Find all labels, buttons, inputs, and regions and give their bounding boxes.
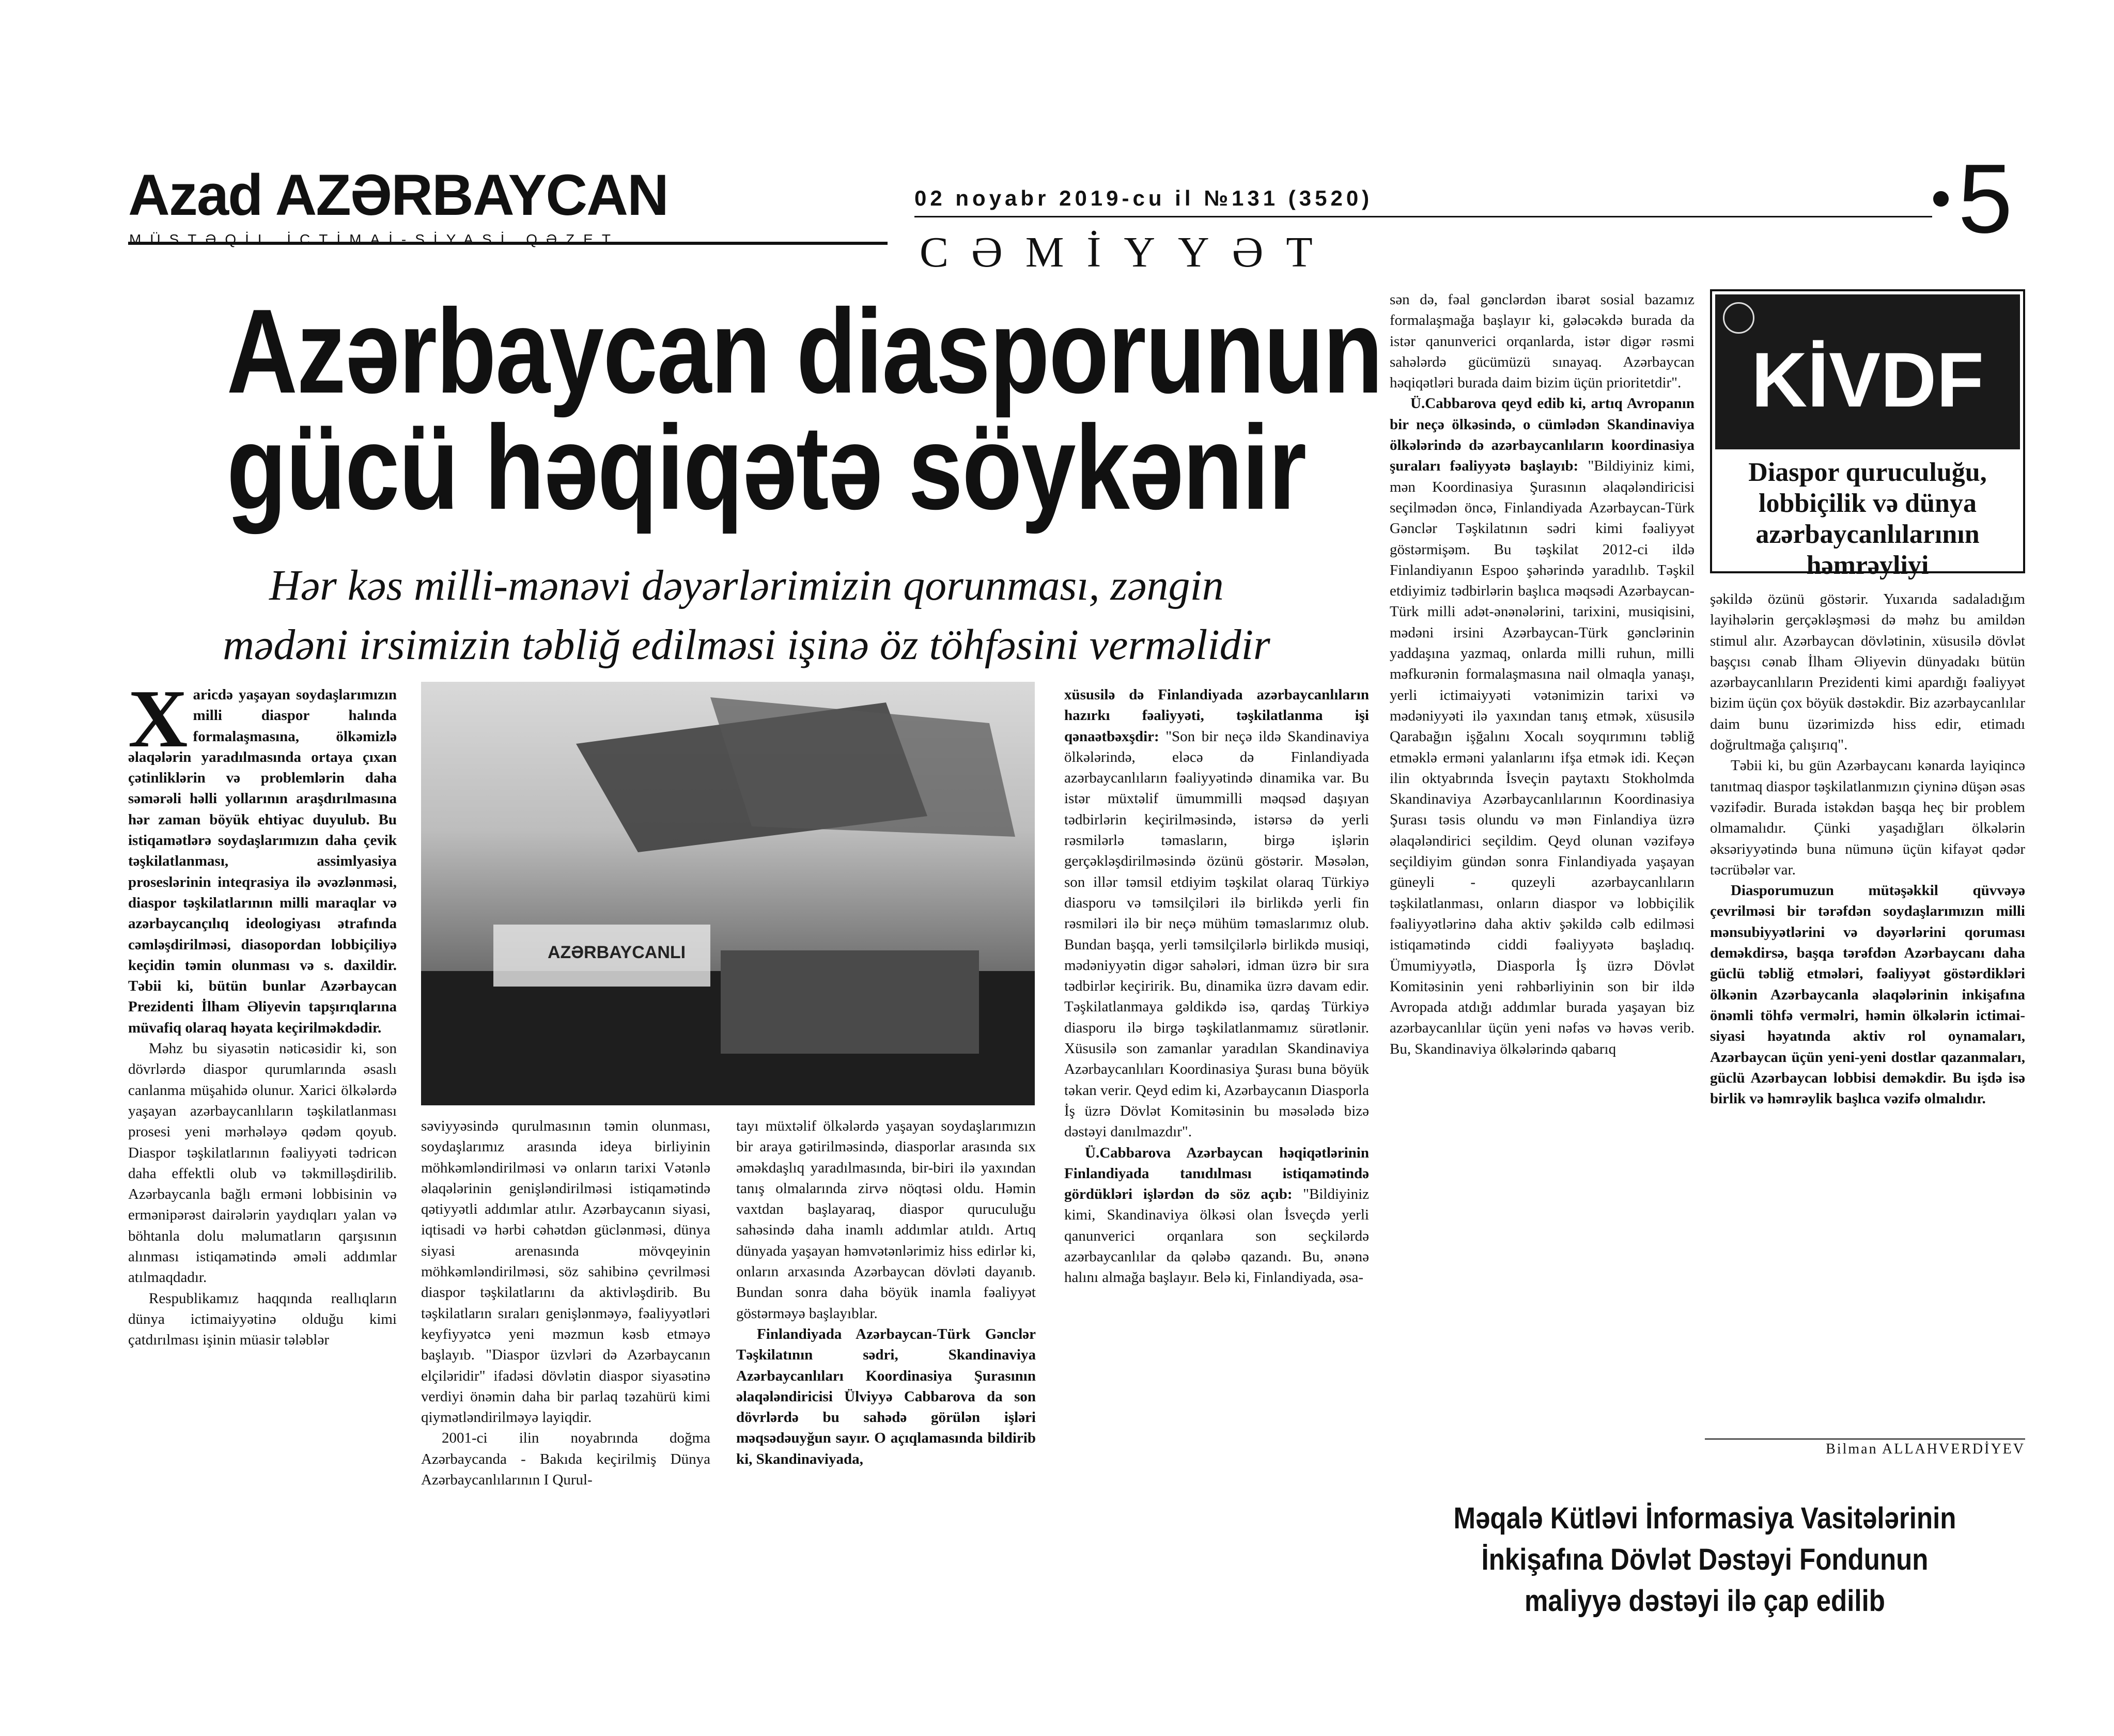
dateline-rule <box>914 216 1932 217</box>
article-photo <box>421 682 1035 1105</box>
kivdf-caption: Diaspor quruculuğu, lobbiçilik və dünya azərbaycanlılarının həmrəyliyi <box>1748 458 1987 580</box>
newspaper-subtitle: MÜSTƏQİL İCTİMAİ-SİYASİ QƏZET <box>129 231 619 247</box>
section-title: CƏMİYYƏT <box>920 228 1335 276</box>
article-paragraph: tayı müxtəlif ölkələrdə yaşayan soydaşlarımızın bir araya gətirilməsində, diasporlar arasında sıx əməkdaşlıq yaradılmasında, bir-biri ilə yaxından tanış olmalarında zirvə nöqtəsi oldu. Həmin vaxtdan başlayaraq, diaspor quruculuğu sahəsində daha inamlı addımlar atıldı. Artıq dünyada yaşayan həmvətənlərimiz hiss edirlər ki, onların arxasında Azərbaycan dövləti dayanıb. Bundan sonra daha böyük inamla fəaliyyət göstərməyə başlayıblar. <box>736 1118 1036 1322</box>
headline-line-1: Azərbaycan diasporunun <box>226 285 1382 418</box>
article-quote: "Bildiyiniz kimi, Skandinaviya ölkəsi olan İsveçdə yerli qanunverici orqanlara son seçkilərdə azərbaycanlılar da qələbə qazandı. Bu, ənənə halını almağa başlayır. Belə ki, Finlandiyada, əsa- <box>1064 1186 1369 1286</box>
article-column-5 <box>1390 289 1695 1059</box>
flag-shape <box>710 697 1015 837</box>
article-paragraph-bold: Finlandiyada Azərbaycan-Türk Gənclər Təşkilatının sədri, Skandinaviya Azərbaycanlıları Koordinasiya Şurasının əlaqələndiricisi Ülviyyə Cabbarova da son dövrlərdə bu sahədə görülən işləri məqsədəuyğun sayır. O açıqlamasında bildirib ki, Skandinaviyada, <box>736 1325 1036 1467</box>
rally-photo-illustration <box>421 682 1035 1105</box>
article-quote: "Son bir neçə ildə Skandinaviya ölkələrində, eləcə də Finlandiyada azərbaycanlıların fəaliyyətində dinamika var. Bu istər müxtəlif ümummilli məqsəd daşıyan tədbirlərin keçirilməsində, istərsə də yerli rəsmilərlə təmasların, birgə işlərin gerçəkləşdirilməsində özünü göstərir. Məsələn, son illər təmsil etdiyim təşkilat olaraq Türkiyə diasporu və təmsilçiləri ilə birlikdə yerli fin rəsmiləri ilə bir neçə mühüm təmaslarımız olub. Bundan başqa, yerli təmsilçilərlə birlikdə musiqi, mədəniyyətin digər sahələri, idman üzrə bir sıra tədbirlər keçiririk. Bu, dinamika üzrə davam edir. Təşkilatlanmaya gəldikdə isə, qardaş Türkiyə diasporu ilə birgə təşkilatlanmamız sürətlənir. Xüsusilə son zamanlar yaradılan Skandinaviya Azərbaycanlıları Koordinasiya Şurası buna böyük təkan verir. Qeyd edim ki, Azərbaycanın Diasporla İş üzrə Dövlət Komitəsinin bu məsələdə bizə dəstəyi danılmazdır". <box>1064 728 1370 1140</box>
funding-note-line: İnkişafına Dövlət Dəstəyi Fondunun <box>1481 1543 1929 1576</box>
article-column-4 <box>1064 684 1369 1288</box>
kivdf-title: KİVDF <box>1751 336 1984 423</box>
banner-shape <box>721 950 979 1054</box>
article-paragraph-bold: Diasporumuzun mütəşəkkil qüvvəyə çevrilməsi bir tərəfdən soydaşlarımızın milli mənsubiyyətlərini və dəyərlərini qoruması deməkdirsə, başqa tərəfdən Azərbaycanı daha güclü təbliğ etmələri, fəaliyyət göstərdikləri ölkənin Azərbaycanla əlaqələrinin inkişafına önəmli töhfə verməlri, həmin ölkələrin ictimai-siyasi həyatında aktiv rol oynamaları, Azərbaycan üçün yeni-yeni dostlar qazanmaları, güclü Azərbaycan lobbisi deməkdir. Bu işdə isə birlik və həmrəylik başlıca vəzifə olmalıdır. <box>1710 882 2025 1107</box>
article-column-1 <box>128 672 397 1351</box>
newspaper-name: Azad AZƏRBAYCAN <box>128 163 668 227</box>
headline-line-2: gücü həqiqətə söykənir <box>226 401 1306 535</box>
article-lead-bold: xüsusilə də Finlandiyada azərbaycanlıların hazırkı fəaliyyəti, təşkilatlanma işi qənaətbəxşdir: <box>1064 686 1369 745</box>
article-paragraph: Təbii ki, bu gün Azərbaycanı kənarda layiqincə tanıtmaq diaspor təşkilatlanmızın çiyninə düşən əsas vəzifədir. Burada istəkdən başqa heç bir problem olmamalıdır. Çünki yaşadığları ölkələrin əksəriyyətində buna nümunə üçün kifayət qədər təcrübələr var. <box>1710 757 2025 878</box>
funding-note-line: maliyyə dəstəyi ilə çap edilib <box>1525 1584 1885 1618</box>
article-column-6 <box>1710 589 2025 1109</box>
article-paragraph: şəkildə özünü göstərir. Yuxarıda sadaladığım layihələrin gerçəkləşməsi də məhz bu amildən stimul alır. Azərbaycan dövlətinin, xüsusilə dövlət başçısı cənab İlham Əliyevin dünyadakı bütün azərbaycanlıların Prezidenti kimi apardığı fəaliyyət bizim üçün çox böyük dəstəkdir. Biz azərbaycanlılar daim bunu üzərimizdə hiss edir, etimadı doğrultmağa çalışırıq". <box>1710 591 2025 754</box>
photo-banner-text: AZƏRBAYCANLI <box>548 943 686 962</box>
article-quote: "Bildiyiniz kimi, mən Koordinasiya Şurasının əlaqələndiricisi seçilmədən öncə, Finlandiyada Azərbaycan-Türk Gənclər Təşkilatının sədri kimi fəaliyyət göstərmişəm. Bu təşkilat 2012-ci ildə Finlandiyanın Espoo şəhərində yaradılıb. Təşkil etdiyimiz tədbirlərin başlıca məqsədi Azərbaycan-Türk milli adət-ənənələrini, tarixini, musiqisini, mədəni irsini Azərbaycan-Türk gənclərinin yaddaşına yazmaq, onlarda milli ruhun, milli məfkurənin formalaşmasına nail olmaqla yanaşı, yerli ictimaiyyəti vətənimizin tarixi və mədəniyyəti ilə yaxından tanış etmək, xüsusilə Qarabağın işğalını Xocalı soyqırımını təbliğ etməklə erməni yalanlarını ifşa etmək idi. Keçən ilin oktyabrında İsveçin paytaxtı Stokholmda Skandinaviya Azərbaycanlılarının Koordinasiya Şurası təsis olundu və mən Finlandiya üzrə əlaqələndirici seçildim. Qeyd olunan vəzifəyə seçildiyim gündən sonra Finlandiyada yaşayan güneyli - quzeyli azərbaycanlıların təşkilatlanması, onların diaspor və lobbiçilik fəaliyyətlərinə daha aktiv şəkildə cəlb edilməsi istiqamətində ciddi fəaliyyətə başladıq. Ümumiyyətlə, Diasporla İş üzrə Dövlət Komitəsinin yeni rəhbərliyinin son bir ildə Avropada atdığı addımlar burada yaşayan biz azərbaycanlılar üçün yeni nəfəs və həvəs verib. Bu, Skandinaviya ölkələrində qabarıq <box>1390 458 1695 1057</box>
author-byline: Bilman ALLAHVERDİYEV <box>1826 1441 2025 1457</box>
issue-dateline: 02 noyabr 2019-cu il №131 (3520) <box>914 186 1373 210</box>
funding-note <box>1423 1498 1986 1622</box>
author-rule <box>1705 1438 2025 1440</box>
subheadline-line-1: Hər kəs milli-mənəvi dəyərlərimizin qorunması, zəngin <box>269 561 1224 609</box>
article-lead-bold: Ü.Cabbarova qeyd edib ki, artıq Avropanın bir neçə ölkəsində, o cümlədən Skandinaviya ölkələrində də azərbaycanlıların koordinasiya şuraları fəaliyyətə başlayıb: <box>1390 395 1695 475</box>
article-paragraph: 2001-ci ilin noyabrında doğma Azərbaycanda - Bakıda keçirilmiş Dünya Azərbaycanlılarının I Qurul- <box>421 1430 710 1489</box>
article-column-2 <box>421 1116 710 1490</box>
kivdf-emblem-icon <box>1723 302 1754 334</box>
article-lead-bold: Ü.Cabbarova Azərbaycan həqiqətlərinin Finlandiyada tanıdılması istiqamətində gördükləri işlərdən də söz açıb: <box>1064 1144 1369 1203</box>
funding-note-line: Məqalə Kütləvi İnformasiya Vasitələrinin <box>1453 1502 1956 1535</box>
article-paragraph: Respublikamız haqqında reallıqların dünya ictimaiyyətinə olduğu kimi çatdırılması işinin müasir tələblər <box>128 1290 397 1349</box>
subheadline-line-2: mədəni irsimizin təbliğ edilməsi işinə öz töhfəsini verməlidir <box>223 621 1270 669</box>
article-paragraph: sən də, fəal gənclərdən ibarət sosial bazamız formalaşmağa başlayır ki, gələcəkdə burada da istər qanunverici orqanlarda, istər digər rəsmi sahələrdə gücümüzü sınayaq. Azərbaycan həqiqətləri burada daim bizim üçün prioritetdir". <box>1390 291 1695 392</box>
article-paragraph: Məhz bu siyasətin nəticəsidir ki, son dövrlərdə diaspor qurumlarında əsaslı canlanma müşahidə olunur. Xarici ölkələrdə yaşayan azərbaycanlıların təşkilatlanması prosesi yeni mərhələyə qədəm qoyub. Diaspor təşkilatlarının fəaliyyəti tədricən daha effektli olub və təkmilləşdirilib. Azərbaycanla bağlı erməni lobbisinin və ermənipərəst dairələrin yaydıqları yalan və böhtanla dolu məlumatların qarşısının alınması istiqamətində əməli addımlar atılmaqdadır. <box>128 1040 397 1286</box>
dropcap: X <box>128 672 188 764</box>
intro-paragraph: aricdə yaşayan soydaşlarımızın milli diaspor halında formalaşmasına, ölkəmizlə əlaqələrin yaradılmasında ortaya çıxan çətinliklərin və problemlərin daha səmərəli həlli yollarının araşdırılmasına hər zaman böyük ehtiyac duyulub. Bu istiqamətlərə soydaşlarımızın daha çevik təşkilatlanması, assimlyasiya proseslərinin inteqrasiya ilə əvəzlənməsi, diaspor təşkilatlarının milli maraqlar və azərbaycançılıq ideologiyası ətrafında cəmləşdirilməsi, diasopordan lobbiçiliyə keçidin təmin olunması və s. daxildir. Təbii ki, bütün bunlar Azərbaycan Prezidenti İlham Əliyevin tapşırıqlarına müvafiq olaraq həyata keçirilməkdədir. <box>128 686 397 1036</box>
page-bullet-icon <box>1933 191 1949 207</box>
article-column-3 <box>736 1116 1036 1469</box>
article-paragraph: səviyyəsində qurulmasının təmin olunması, soydaşlarımız arasında ideya birliyinin möhkəmləndirilməsi və onların tarixi Vətənlə əlaqələrinin genişləndirilməsi istiqamətində qətiyyətli addımlar atılır. Azərbaycanın siyasi, iqtisadi və hərbi cəhətdən güclənməsi, dünya siyasi arenasında mövqeyinin möhkəmləndirilməsi, söz sahibinə çevrilməsi diaspor təşkilatlarını da aktivləşdirib. Bu təşkilatların sıraları genişlənməyə, fəaliyyətləri keyfiyyətcə yeni məzmun kəsb etməyə başlayıb. "Diaspor üzvləri də Azərbaycanın elçiləridir" ifadəsi dövlətin diaspor siyasətinə verdiyi önəmin daha bir parlaq təzahürü kimi qiymətləndirilməyə layiqdir. <box>421 1118 710 1426</box>
page-number: 5 <box>1958 144 2013 254</box>
